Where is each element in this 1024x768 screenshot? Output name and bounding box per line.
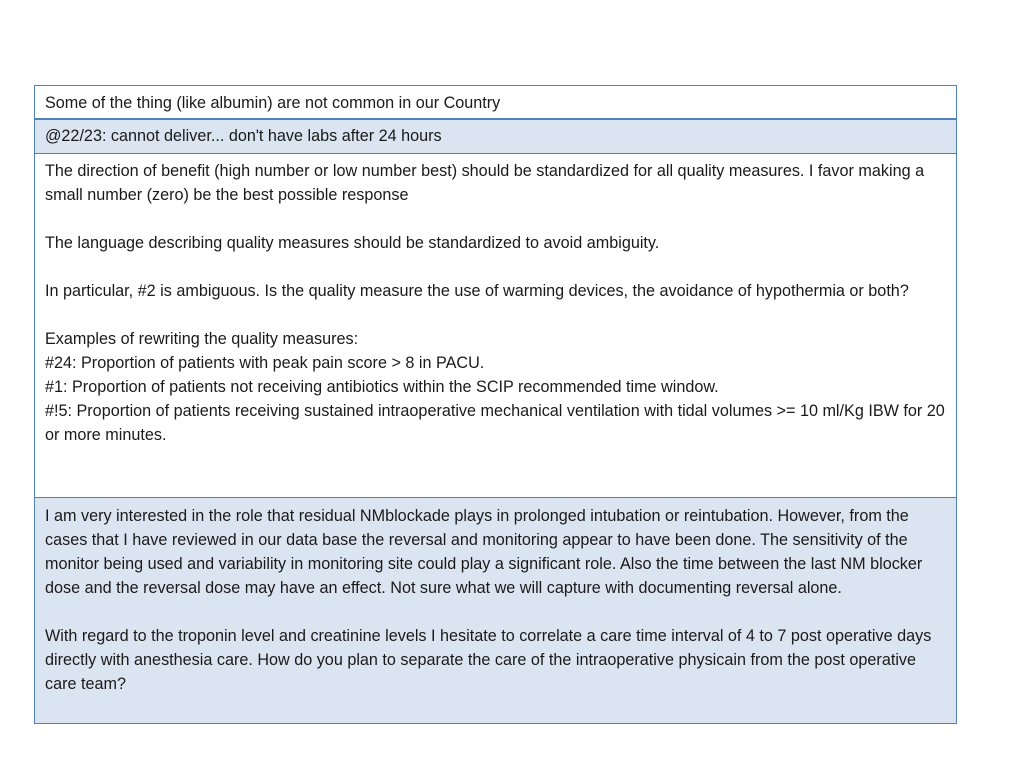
comment-row-2	[35, 120, 956, 154]
comment-paragraph-troponin: With regard to the troponin level and creatinine levels I hesitate to correlate a care time interval of 4 to 7 post operative days directly with anesthesia care. How do you plan to separate the care of the intraoperative physicain from the post operative care team?	[45, 627, 932, 693]
comment-paragraph-nmblockade: I am very interested in the role that residual NMblockade plays in prolonged intubation or reintubation. However, from the cases that I have reviewed in our data base the reversal and monitoring appear to have been done. The sensitivity of the monitor being used and variability in monitoring site could play a significant role. Also the time between the last NM blocker dose and the reversal dose may have an effect. Not sure what we will capture with documenting reversal alone.	[45, 507, 923, 597]
comment-row-1	[35, 86, 956, 120]
comments-table	[34, 85, 957, 724]
comment-paragraph-language: The language describing quality measures should be standardized to avoid ambiguity.	[45, 234, 660, 252]
comment-row-4	[35, 498, 956, 723]
comment-text: @22/23: cannot deliver... don't have labs after 24 hours	[45, 127, 442, 145]
comment-text: Some of the thing (like albumin) are not common in our Country	[45, 94, 501, 112]
examples-heading: Examples of rewriting the quality measures:	[45, 330, 359, 348]
example-line-24: #24: Proportion of patients with peak pain score > 8 in PACU.	[45, 354, 485, 372]
comment-paragraph-ambiguity: In particular, #2 is ambiguous. Is the quality measure the use of warming devices, the avoidance of hypothermia or both?	[45, 282, 909, 300]
comment-row-3	[35, 154, 956, 498]
example-line-1: #1: Proportion of patients not receiving antibiotics within the SCIP recommended time window.	[45, 378, 719, 396]
example-line-5: #!5: Proportion of patients receiving sustained intraoperative mechanical ventilation with tidal volumes >= 10 ml/Kg IBW for 20 or more minutes.	[45, 402, 945, 444]
comment-paragraph-direction: The direction of benefit (high number or low number best) should be standardized for all quality measures. I favor making a small number (zero) be the best possible response	[45, 162, 925, 204]
